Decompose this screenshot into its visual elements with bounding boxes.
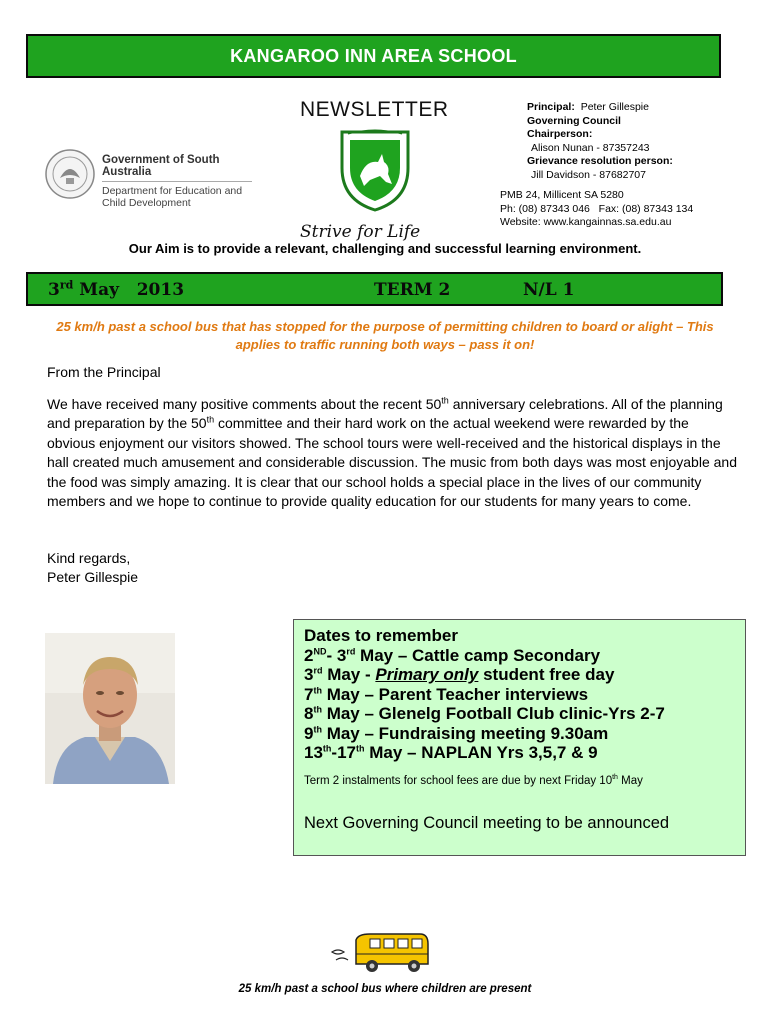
website-link[interactable]: Website: www.kangainnas.sa.edu.au — [500, 216, 672, 228]
school-name-banner — [26, 34, 721, 78]
principal-name: Peter Gillespie — [580, 101, 649, 113]
council-meeting-note: Next Governing Council meeting to be announced — [304, 813, 670, 832]
date-item: 3rd May - Primary only student free day — [304, 665, 615, 684]
date-item: 9th May – Fundraising meeting 9.30am — [304, 723, 609, 743]
dates-list — [304, 626, 745, 763]
school-motto: Strive for Life — [300, 222, 421, 242]
newsletter-title: NEWSLETTER — [300, 98, 449, 121]
bus-safety-footer: 25 km/h past a school bus where children are present — [238, 983, 532, 995]
grievance-name: Jill Davidson - 87682707 — [531, 168, 646, 181]
date-item: 13th-17th May – NAPLAN Yrs 3,5,7 & 9 — [304, 743, 598, 762]
date-item: 7th May – Parent Teacher interviews — [304, 684, 589, 704]
grievance-label: Grievance resolution person: — [527, 155, 673, 167]
letter-body: We have received many positive comments about the recent 50th anniversary celebrations. All of the planning and preparation by the 50th committee and their hard work on the actual weekend were rewarded by the obvious enjoyment our visitors showed. The school tours were well-received and the historical displays in the hall created much amusement and considerable discussion. The music from both days was most enjoyable and the food was simply amazing. It is clear that our school holds a special place in the lives of our community members and we hope to continue to provide quality education for our students for many years to come. — [47, 394, 737, 509]
dates-title: Dates to remember — [304, 626, 459, 645]
chair-name: Alison Nunan - 87357243 — [531, 141, 650, 154]
school-name: KANGAROO INN AREA SCHOOL — [230, 45, 517, 66]
letter-signoff: Kind regards, — [47, 549, 131, 566]
issue-number: N/L 1 — [523, 280, 575, 300]
issue-date: 3rd May 2013 — [48, 278, 185, 300]
council-label: Governing Council — [527, 114, 621, 127]
school-badge-logo — [330, 124, 420, 212]
principal-letter — [47, 363, 737, 588]
dates-to-remember-box — [293, 619, 746, 856]
principal-photo — [45, 633, 175, 784]
postal-address: PMB 24, Millicent SA 5280 — [500, 189, 624, 201]
principal-label: Principal: — [527, 101, 575, 113]
date-item: 2ND- 3rd May – Cattle camp Secondary — [304, 645, 601, 665]
government-crest-icon — [44, 148, 96, 200]
issue-date-bar — [26, 272, 723, 306]
address-block — [500, 189, 693, 230]
letter-heading: From the Principal — [47, 364, 161, 380]
bus-safety-notice: 25 km/h past a school bus that has stopped for the purpose of permitting children to board or alight – This applies to traffic running both ways – pass it on! — [56, 319, 714, 352]
phone-fax: Ph: (08) 87343 046 Fax: (08) 87343 134 — [500, 202, 694, 215]
issue-term: TERM 2 — [374, 280, 451, 300]
date-item: 8th May – Glenelg Football Club clinic-Yrs 2-7 — [304, 704, 665, 723]
letter-signature: Peter Gillespie — [47, 569, 139, 585]
gov-logo-line3: Child Development — [102, 197, 191, 209]
gov-logo-line2: Department for Education and — [102, 185, 243, 197]
school-aim: Our Aim is to provide a relevant, challenging and successful learning environment. — [128, 241, 642, 256]
chair-label: Chairperson: — [527, 128, 593, 140]
contact-block — [527, 101, 673, 182]
government-logo — [44, 148, 258, 209]
fees-note: Term 2 instalments for school fees are due by next Friday 10th May — [304, 773, 643, 787]
gov-logo-line1: Government of South Australia — [102, 154, 220, 178]
school-bus-icon — [330, 930, 430, 976]
